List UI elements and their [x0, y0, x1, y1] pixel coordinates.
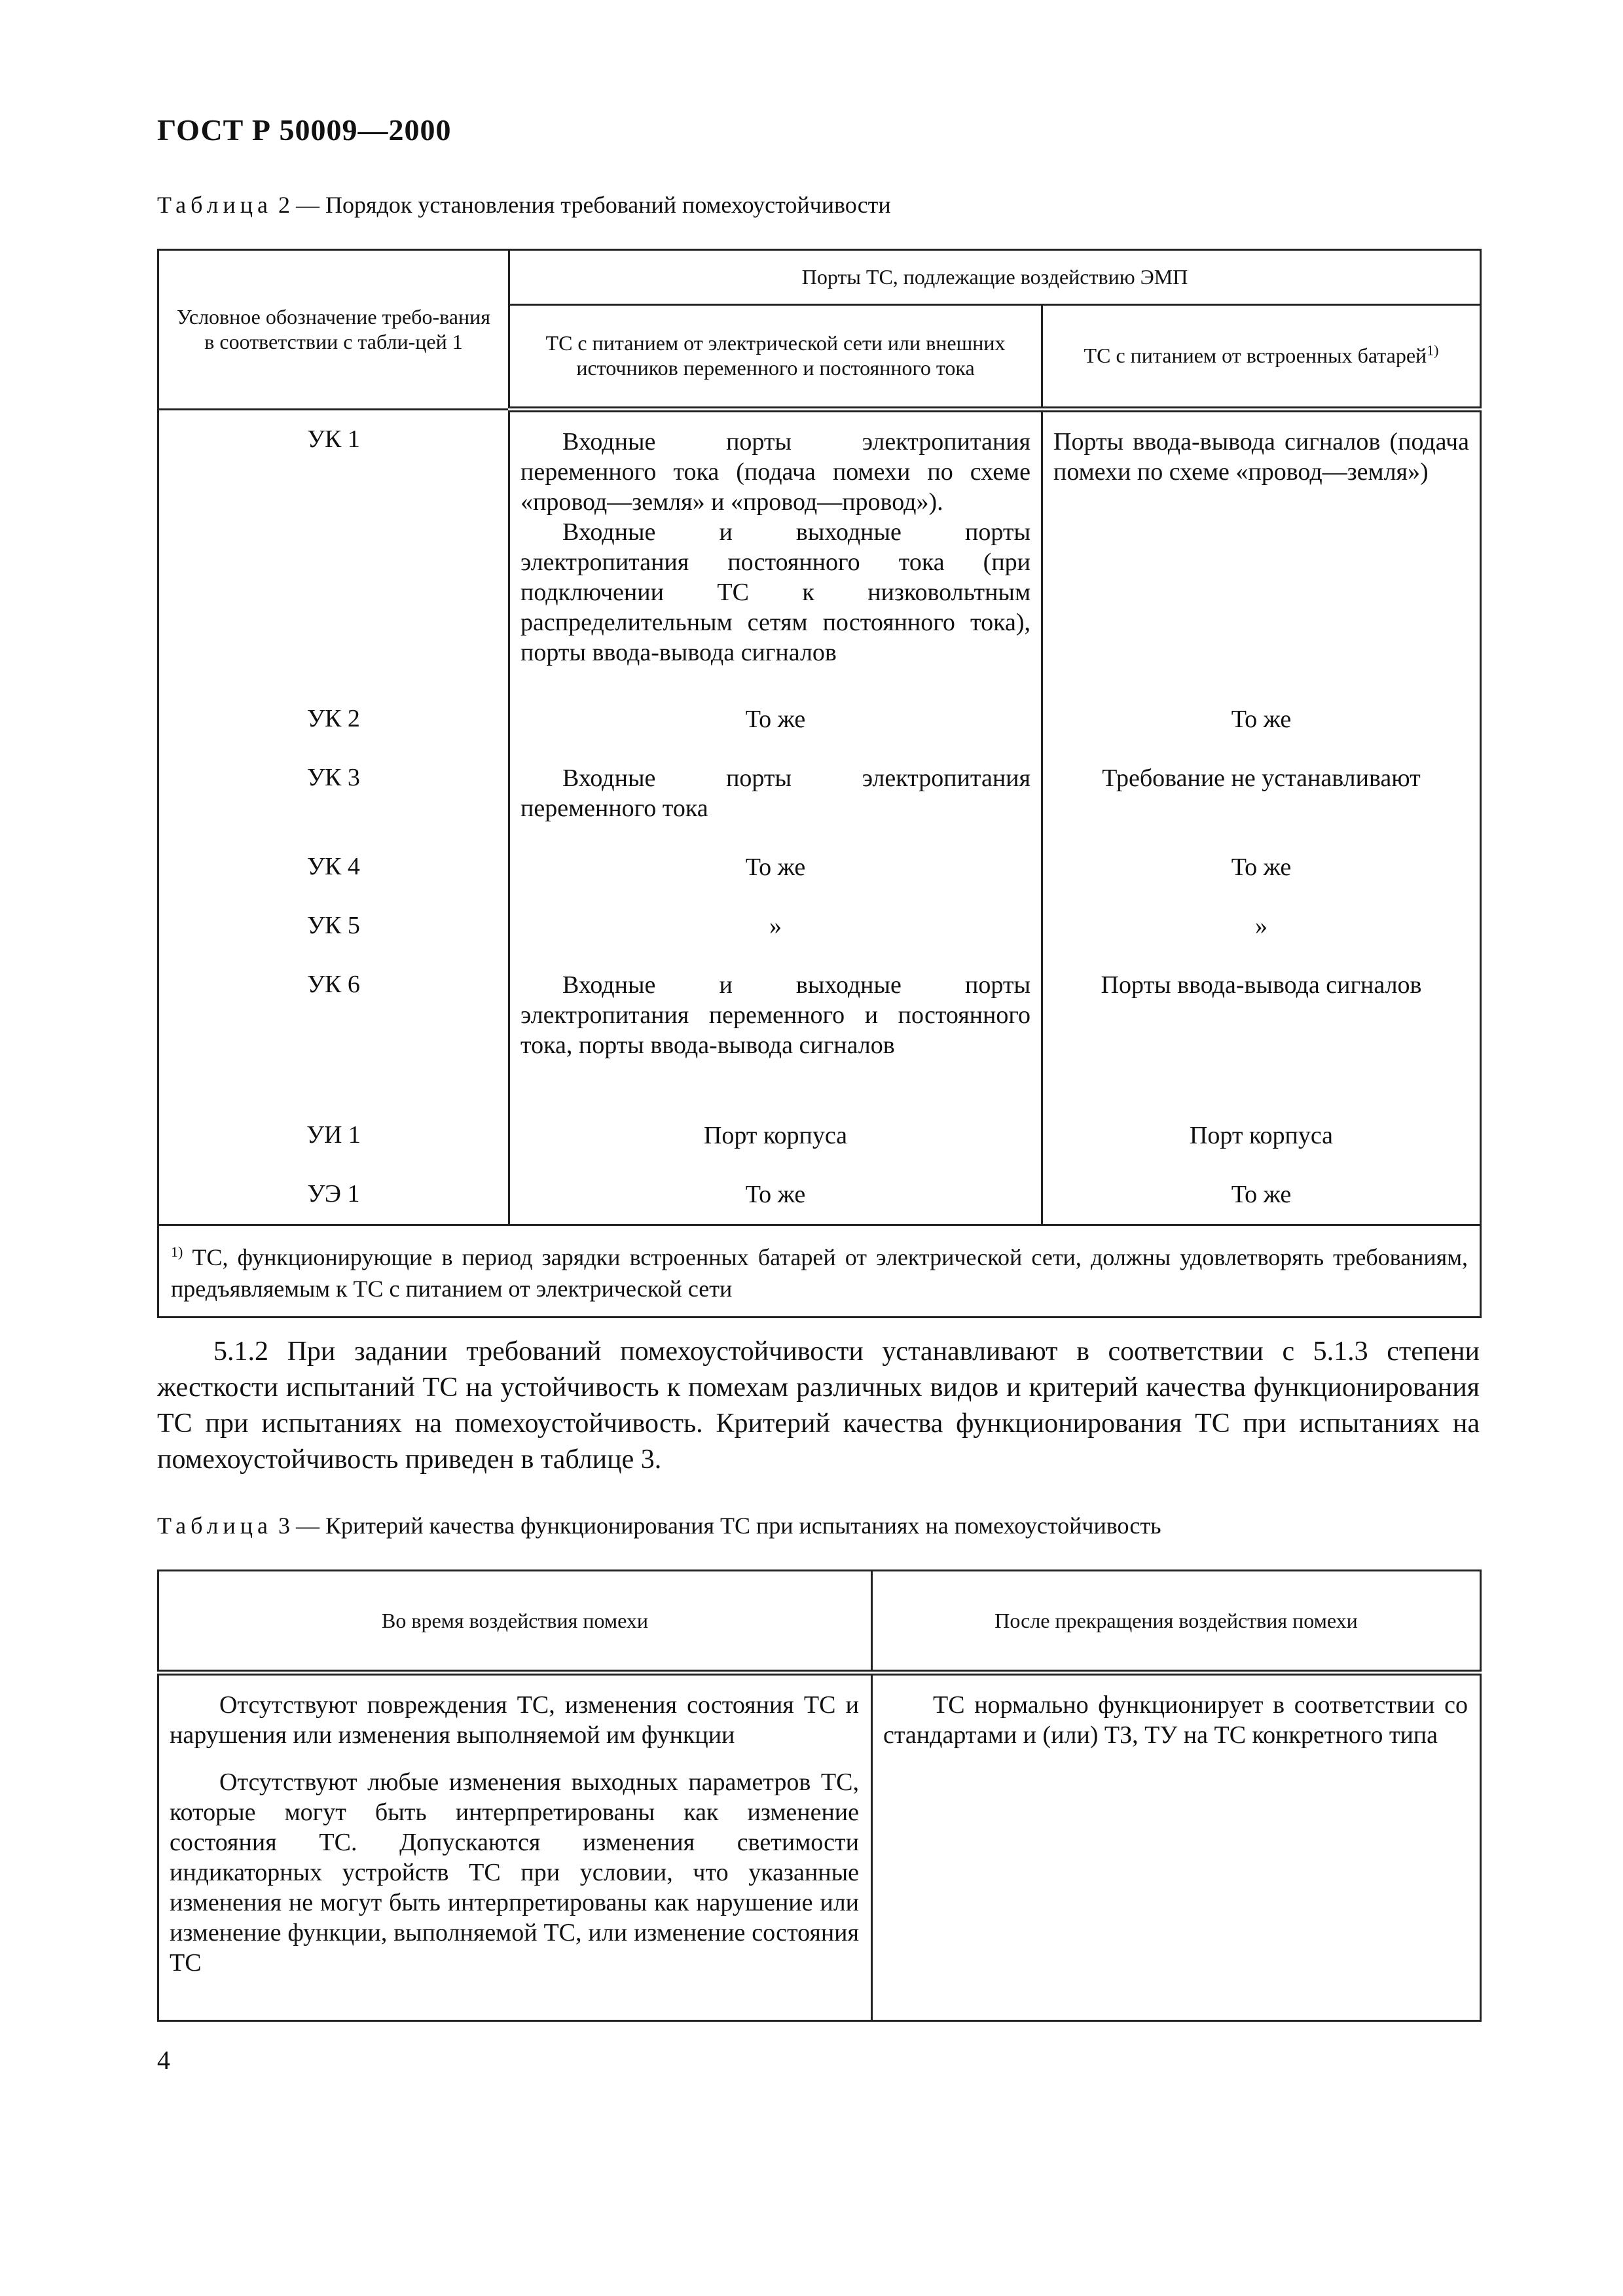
row-battery-ports: То же	[1231, 1180, 1292, 1208]
row-code: УЭ 1	[158, 1179, 509, 1225]
row-mains-ports: Входные и выходные порты электропитания переменного и постоянного тока, порты ввода-вывода сигналов	[509, 970, 1042, 1121]
table2-col-battery-header	[1042, 305, 1481, 410]
row-mains-ports	[509, 410, 1042, 704]
table2-caption-text: 2 — Порядок установления требований помехоустойчивости	[272, 192, 891, 218]
table-3	[157, 1570, 1482, 2022]
table-row	[158, 410, 1481, 704]
row-code: УК 3	[158, 763, 509, 852]
row-battery-ports: Порт корпуса	[1189, 1121, 1334, 1149]
table3-after-cell	[872, 1673, 1481, 2021]
row-mains-ports: То же	[509, 1179, 1042, 1225]
table3-col-during-header: Во время воздействия помехи	[158, 1571, 872, 1673]
row-code: УК 2	[158, 704, 509, 763]
row-mains-ports-p1: Входные порты электропитания переменного тока (подача помехи по схеме «провод—земля» и «провод—провод»).	[520, 428, 1030, 516]
table2-group-header: Порты ТС, подлежащие воздействию ЭМП	[509, 250, 1481, 305]
table-row	[158, 1179, 1481, 1225]
table-row	[158, 1121, 1481, 1179]
during-criterion-1: Отсутствуют повреждения ТС, изменения состояния ТС и нарушения или изменения выполняемой им функции	[170, 1691, 859, 1749]
table2-col-battery-header-text: ТС с питанием от встроенных батарей	[1084, 344, 1427, 368]
row-code: УК 4	[158, 852, 509, 911]
footnote-text: ТС, функционирующие в период зарядки встроенных батарей от электрической сети, должны удовлетворять требованиям, предъявляемым к ТС с питанием от электрической сети	[171, 1244, 1468, 1302]
row-battery-ports: То же	[1231, 853, 1292, 881]
table-row	[158, 1673, 1481, 2021]
after-criterion: ТС нормально функционирует в соответствии со стандартами и (или) ТЗ, ТУ на ТС конкретного типа	[883, 1691, 1468, 1749]
row-battery-ports: »	[1255, 912, 1267, 940]
table3-col-after-header: После прекращения воздействия помехи	[872, 1571, 1481, 1673]
table2-footnote	[158, 1225, 1481, 1318]
table-row	[158, 911, 1481, 970]
table2-footnote-row	[158, 1225, 1481, 1318]
table-row	[158, 852, 1481, 911]
table3-caption	[157, 1512, 1161, 1539]
table2-caption-word: Таблица	[157, 192, 272, 218]
table2-col-mains-header: ТС с питанием от электрической сети или внешних источников переменного и постоянного тока	[509, 305, 1042, 410]
paragraph-5-1-2: 5.1.2 При задании требований помехоустойчивости устанавливают в соответствии с 5.1.3 степени жесткости испытаний ТС на устойчивость к помехам различных видов и критерий качества функционирования ТС при испытаниях на помехоустойчивость. Критерий качества функционирования ТС при испытаниях на помехоустойчивость приведен в таблице 3.	[157, 1336, 1480, 1475]
table3-caption-text: 3 — Критерий качества функционирования ТС при испытаниях на помехоустойчивость	[272, 1513, 1161, 1539]
table2-col-designation-header: Условное обозначение требо-вания в соответствии с табли-цей 1	[158, 250, 509, 410]
row-battery-ports: Порты ввода-вывода сигналов (подача помехи по схеме «провод—земля»)	[1053, 428, 1470, 486]
table-row	[158, 704, 1481, 763]
table3-during-cell	[158, 1673, 872, 2021]
row-code: УК 5	[158, 911, 509, 970]
table3-caption-word: Таблица	[157, 1513, 272, 1539]
row-mains-ports: То же	[509, 852, 1042, 911]
row-code: УК 1	[158, 410, 509, 704]
row-code: УИ 1	[158, 1121, 509, 1179]
table2-caption	[157, 191, 891, 219]
row-mains-ports: Входные порты электропитания переменного тока	[509, 763, 1042, 852]
row-mains-ports: »	[509, 911, 1042, 970]
row-mains-ports: То же	[509, 704, 1042, 763]
row-code: УК 6	[158, 970, 509, 1121]
table-2	[157, 249, 1482, 1318]
row-battery-ports: То же	[1231, 705, 1292, 733]
during-criterion-2: Отсутствуют любые изменения выходных параметров ТС, которые могут быть интерпретированы как изменение состояния ТС. Допускаются изменения светимости индикаторных устройств ТС при условии, что указанные изменения не могут быть интерпретированы как нарушение или изменение функции, выполняемой ТС, или изменение состояния ТС	[170, 1768, 859, 1977]
table2-footnote-ref: 1)	[1427, 342, 1439, 359]
row-battery-ports: Требование не устанавливают	[1102, 764, 1421, 792]
table-row	[158, 763, 1481, 852]
footnote-mark: 1)	[171, 1244, 183, 1260]
row-mains-ports-p2: Входные и выходные порты электропитания постоянного тока (при подключении ТС к низковольтным распределительным сетям постоянного тока), порты ввода-вывода сигналов	[520, 518, 1030, 666]
document-id: ГОСТ Р 50009—2000	[157, 113, 452, 147]
page-number: 4	[157, 2045, 170, 2075]
row-battery-ports: Порты ввода-вывода сигналов	[1101, 971, 1422, 999]
row-mains-ports: Порт корпуса	[509, 1121, 1042, 1179]
table-row	[158, 970, 1481, 1121]
